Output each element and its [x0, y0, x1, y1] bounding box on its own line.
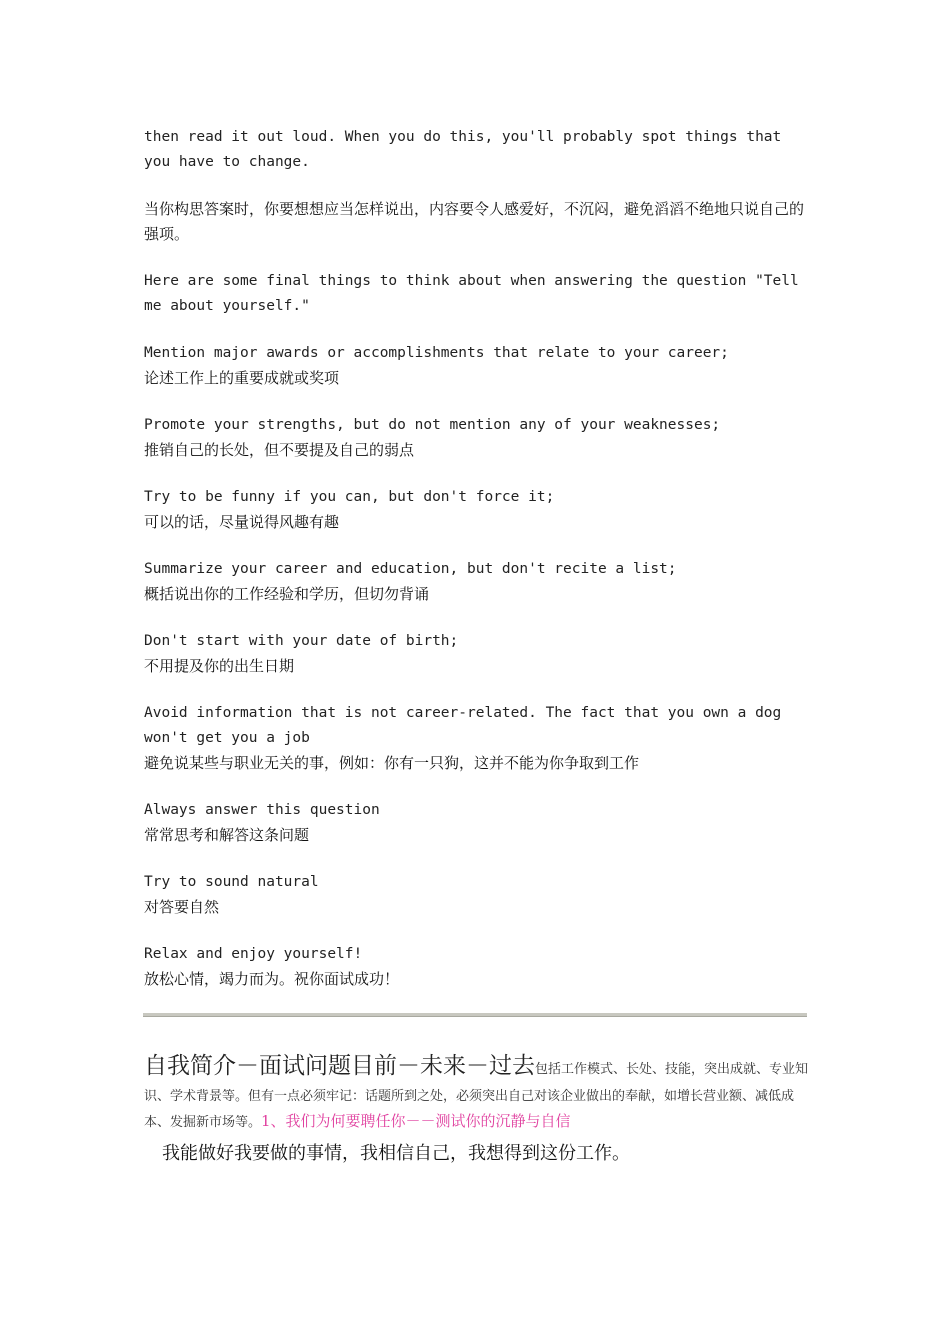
tip-zh: 概括说出你的工作经验和学历，但切勿背诵 [144, 585, 430, 603]
tip-en: Promote your strengths, but do not mention any of your weaknesses; [144, 417, 721, 433]
section-body: 包括工作模式、长处、技能，突出成就、专业知识、学术背景等。但有一点必须牢记：话题所到之处，必须突出自己对该企业做出的奉献，如增长营业额、减低成本、发掘新市场等。 [144, 1062, 809, 1130]
question-heading: 1、我们为何要聘任你－－测试你的沉静与自信 [261, 1112, 571, 1130]
tip-zh: 可以的话，尽量说得风趣有趣 [144, 513, 340, 531]
document-body [144, 125, 808, 992]
tip-en: Don't start with your date of birth; [144, 633, 459, 649]
tip-en: Relax and enjoy yourself! [144, 946, 363, 962]
tip-zh: 放松心情，竭力而为。祝你面试成功！ [144, 970, 400, 988]
tip-zh: 常常思考和解答这条问题 [144, 826, 310, 844]
paragraph-zh: 当你构思答案时，你要想想应当怎样说出，内容要令人感爱好，不沉闷，避免滔滔不绝地只说自己的强项。 [144, 200, 805, 243]
self-intro-section [144, 1048, 814, 1136]
tip-en: Mention major awards or accomplishments that relate to your career; [144, 345, 729, 361]
tip-zh: 推销自己的长处，但不要提及自己的弱点 [144, 441, 415, 459]
tip-zh: 不用提及你的出生日期 [144, 657, 295, 675]
tip-en: Try to be funny if you can, but don't force it; [144, 489, 555, 505]
tip-en: Try to sound natural [144, 874, 319, 890]
answer-text: 我能做好我要做的事情，我相信自己，我想得到这份工作。 [162, 1143, 630, 1164]
paragraph-en: then read it out loud. When you do this, you'll probably spot things that you have to change. [144, 129, 791, 170]
tip-zh: 对答要自然 [144, 898, 220, 916]
paragraph-en: Here are some final things to think about when answering the question "Tell me about yourself." [144, 273, 808, 314]
section-title: 自我简介－面试问题目前－未来－过去 [144, 1053, 535, 1079]
tip-en: Summarize your career and education, but don't recite a list; [144, 561, 677, 577]
tip-zh: 避免说某些与职业无关的事，例如：你有一只狗，这并不能为你争取到工作 [144, 754, 640, 772]
tip-en: Always answer this question [144, 802, 380, 818]
horizontal-divider [143, 1013, 807, 1017]
tip-zh: 论述工作上的重要成就或奖项 [144, 369, 340, 387]
tip-en: Avoid information that is not career-related. The fact that you own a dog won't get you a job [144, 705, 791, 746]
